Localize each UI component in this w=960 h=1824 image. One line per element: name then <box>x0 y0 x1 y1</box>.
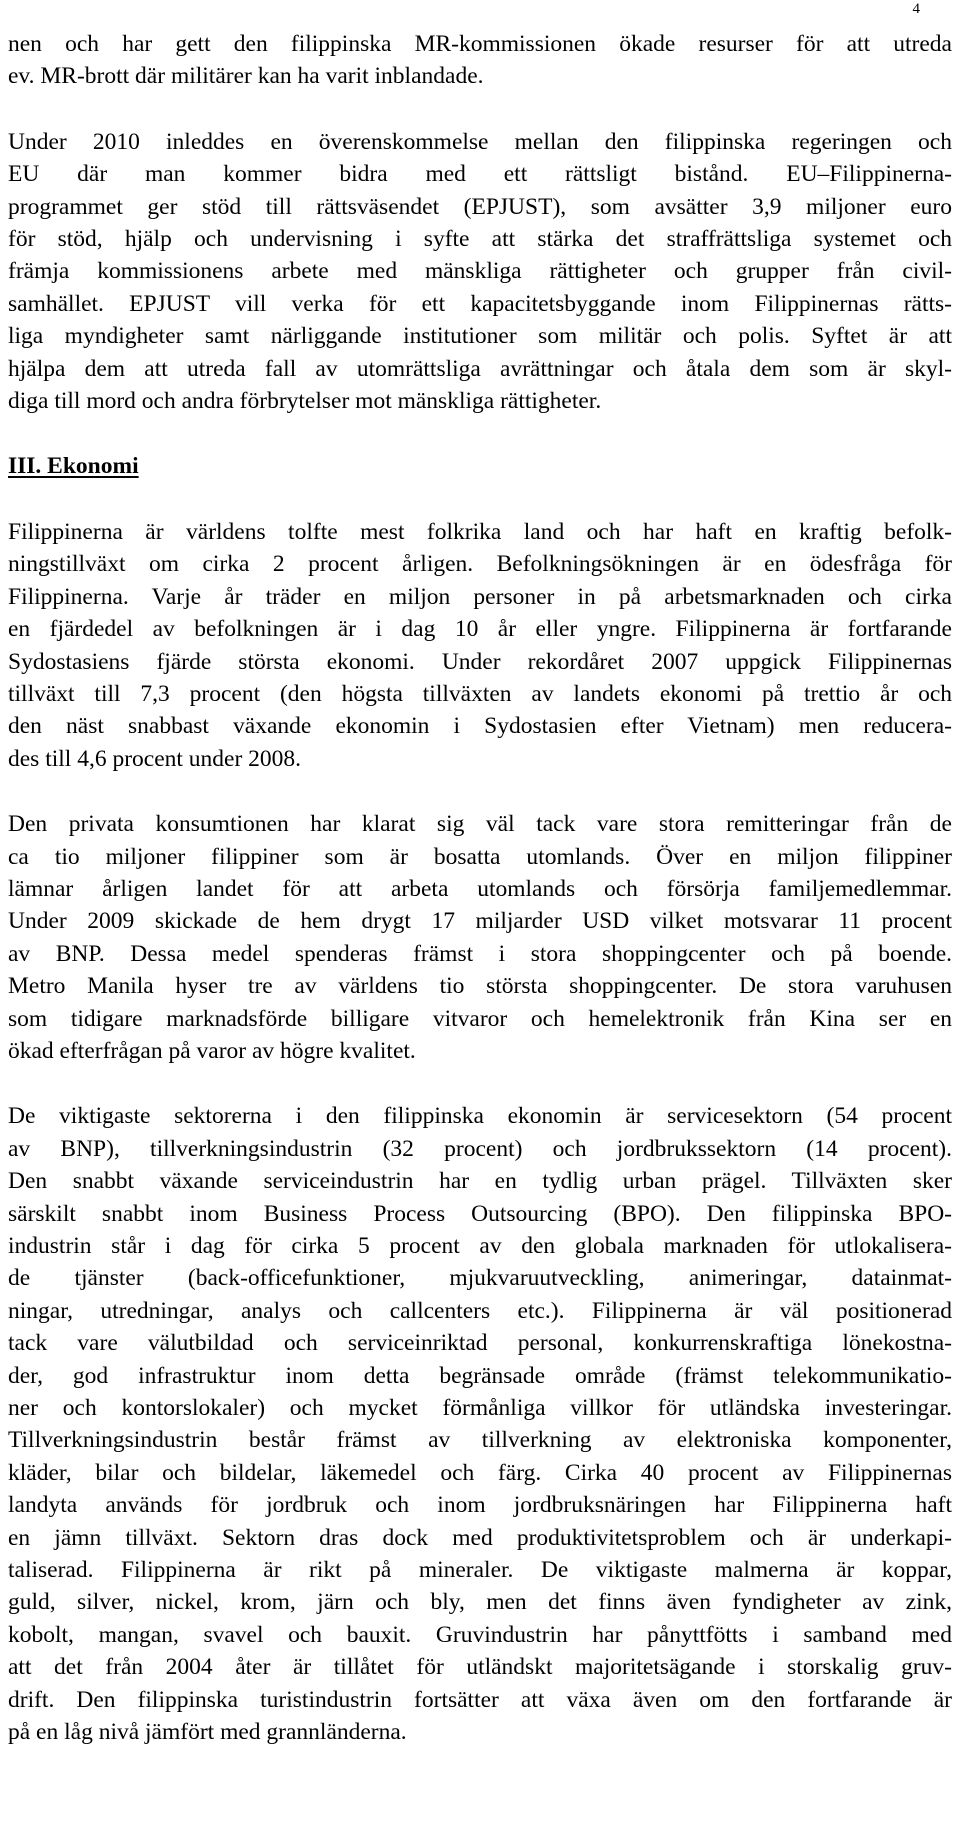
text-line: tillväxt till 7,3 procent (den högsta tillväxten av landets ekonomi på trettio år och <box>8 680 952 707</box>
intro-paragraph-1 <box>8 28 952 93</box>
text-line: landyta används för jordbruk och inom jordbruksnäringen har Filippinerna haft <box>8 1492 952 1519</box>
text-line: ningar, utredningar, analys och callcenters etc.). Filippinerna är väl positionerad <box>8 1297 952 1324</box>
economy-paragraph-3 <box>8 1100 952 1748</box>
text-line: av BNP), tillverkningsindustrin (32 procent) och jordbrukssektorn (14 procent). <box>8 1135 952 1162</box>
text-line: Filippinerna är världens tolfte mest folkrika land och har haft en kraftig befolk- <box>8 518 952 545</box>
economy-section <box>8 516 952 1749</box>
text-line: De viktigaste sektorerna i den filippinska ekonomin är servicesektorn (54 procent <box>8 1103 952 1130</box>
text-line: Den snabbt växande serviceindustrin har en tydlig urban prägel. Tillväxten sker <box>8 1168 952 1195</box>
text-line: de tjänster (back-officefunktioner, mjukvaruutveckling, animeringar, datainmat- <box>8 1265 952 1292</box>
text-line: drift. Den filippinska turistindustrin fortsätter att växa även om den fortfarande är <box>8 1686 952 1713</box>
page-number: 4 <box>912 1 920 17</box>
intro-section <box>8 28 952 417</box>
text-line: ner och kontorslokaler) och mycket förmånliga villkor för utländska investeringar. <box>8 1395 952 1422</box>
text-line: ev. MR-brott där militärer kan ha varit inblandade. <box>8 63 484 90</box>
text-line: tack vare välutbildad och serviceinriktad personal, konkurrenskraftiga lönekostna- <box>8 1330 952 1357</box>
text-line: nen och har gett den filippinska MR-kommissionen ökade resurser för att utreda <box>8 31 952 57</box>
text-line: den näst snabbast växande ekonomin i Sydostasien efter Vietnam) men reducera- <box>8 713 952 740</box>
text-line: EU där man kommer bidra med ett rättsligt bistånd. EU–Filippinerna- <box>8 161 952 188</box>
text-line: kläder, bilar och bildelar, läkemedel och färg. Cirka 40 procent av Filippinernas <box>8 1459 952 1486</box>
text-line: att det från 2004 åter är tillåtet för utländskt majoritetsägande i storskalig gruv- <box>8 1654 952 1681</box>
document-body <box>8 28 952 1782</box>
text-line: der, god infrastruktur inom detta begränsade område (främst telekommunikatio- <box>8 1362 952 1389</box>
economy-paragraph-1 <box>8 516 952 775</box>
text-line: taliserad. Filippinerna är rikt på mineraler. De viktigaste malmerna är koppar, <box>8 1557 952 1584</box>
text-line: Filippinerna. Varje år träder en miljon personer in på arbetsmarknaden och cirka <box>8 583 952 610</box>
text-line: ningstillväxt om cirka 2 procent årligen. Befolkningsökningen är en ödesfråga för <box>8 551 952 578</box>
text-line: Under 2010 inleddes en överenskommelse mellan den filippinska regeringen och <box>8 128 952 155</box>
section-heading <box>8 450 952 482</box>
text-line: av BNP. Dessa medel spenderas främst i stora shoppingcenter och på boende. <box>8 940 952 967</box>
text-line: Sydostasiens fjärde största ekonomi. Under rekordåret 2007 uppgick Filippinernas <box>8 648 952 675</box>
text-line: programmet ger stöd till rättsväsendet (EPJUST), som avsätter 3,9 miljoner euro <box>8 193 952 220</box>
intro-paragraph-2 <box>8 126 952 418</box>
text-line: samhället. EPJUST vill verka för ett kapacitetsbyggande inom Filippinernas rätts- <box>8 290 952 317</box>
text-line: ca tio miljoner filippiner som är bosatta utomlands. Över en miljon filippiner <box>8 843 952 870</box>
text-line: lämnar årligen landet för att arbeta utomlands och försörja familjemedlemmar. <box>8 875 952 902</box>
text-line: en fjärdedel av befolkningen är i dag 10 år eller yngre. Filippinerna är fortfarande <box>8 616 952 643</box>
text-line: Metro Manila hyser tre av världens tio största shoppingcenter. De stora varuhusen <box>8 973 952 1000</box>
text-line: kobolt, mangan, svavel och bauxit. Gruvindustrin har pånyttfötts i samband med <box>8 1621 952 1648</box>
text-line: för stöd, hjälp och undervisning i syfte att stärka det straffrättsliga systemet och <box>8 226 952 253</box>
section-heading-text: III. Ekonomi <box>8 453 139 480</box>
text-line: des till 4,6 procent under 2008. <box>8 745 302 772</box>
text-line: ökad efterfrågan på varor av högre kvalitet. <box>8 1037 416 1064</box>
text-line: Den privata konsumtionen har klarat sig väl tack vare stora remitteringar från de <box>8 811 952 838</box>
text-line: en jämn tillväxt. Sektorn dras dock med produktivitetsproblem och är underkapi- <box>8 1524 952 1551</box>
text-line: Tillverkningsindustrin består främst av tillverkning av elektroniska komponenter, <box>8 1427 952 1454</box>
text-line: liga myndigheter samt närliggande institutioner som militär och polis. Syftet är att <box>8 323 952 350</box>
text-line: industrin står i dag för cirka 5 procent av den globala marknaden för utlokalisera- <box>8 1233 952 1259</box>
text-line: som tidigare marknadsförde billigare vitvaror och hemelektronik från Kina ser en <box>8 1005 952 1032</box>
text-line: Under 2009 skickade de hem drygt 17 miljarder USD vilket motsvarar 11 procent <box>8 908 952 935</box>
text-line: diga till mord och andra förbrytelser mot mänskliga rättigheter. <box>8 388 602 415</box>
text-line: särskilt snabbt inom Business Process Outsourcing (BPO). Den filippinska BPO- <box>8 1200 952 1227</box>
economy-paragraph-2 <box>8 808 952 1067</box>
text-line: hjälpa dem att utreda fall av utomrättsliga avrättningar och åtala dem som är skyl- <box>8 355 952 382</box>
text-line: på en låg nivå jämfört med grannländerna. <box>8 1719 407 1746</box>
text-line: guld, silver, nickel, krom, järn och bly, men det finns även fyndigheter av zink, <box>8 1589 952 1616</box>
text-line: främja kommissionens arbete med mänskliga rättigheter och grupper från civil- <box>8 258 952 285</box>
